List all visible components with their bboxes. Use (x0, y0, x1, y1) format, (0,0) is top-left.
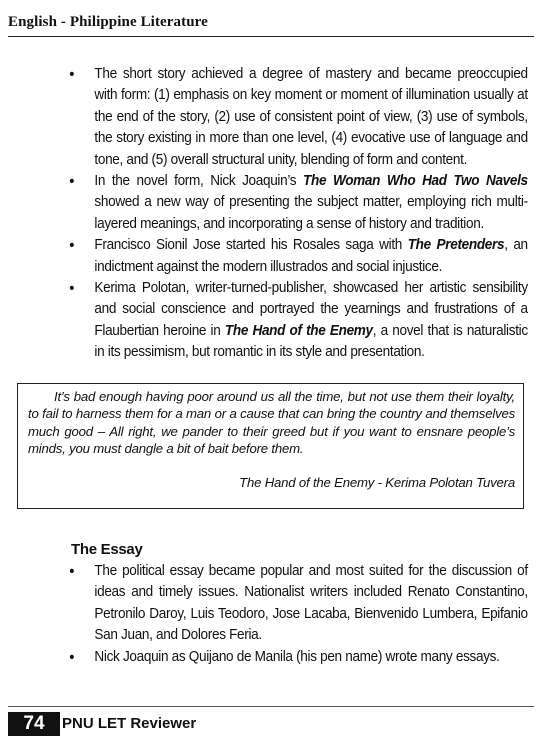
bullet-text: The political essay became popular and most suited for the discussion of ideas and timely issues. Nationalist writers included Renato Constantino, Petronilo Daroy, Luis Teodoro, Jose Lacaba, Bienvenido Lumbera, Epifanio San Juan, and Dolores Feria. (94, 563, 528, 644)
bullet-novel-joaquin (60, 171, 528, 235)
bullet-text: Nick Joaquin as Quijano de Manila (his pen name) wrote many essays. (94, 648, 500, 665)
bullet-text: showed a new way of presenting the subject matter, employing rich multi-layered meanings, and incorporating a sense of history and tradition. (94, 194, 528, 232)
literature-bullet-list (60, 64, 526, 364)
work-title: The Woman Who Had Two Navels (303, 173, 528, 190)
footer-rule (8, 706, 534, 707)
quote-source: The Hand of the Enemy - Kerima Polotan Tuvera (239, 475, 515, 490)
footer-title: PNU LET Reviewer (62, 715, 197, 732)
essay-bullet-list (60, 561, 526, 668)
bullet-text: In the novel form, Nick Joaquin’s (94, 173, 304, 190)
work-title: The Hand of the Enemy (224, 322, 373, 339)
bullet-novel-polotan (60, 278, 528, 364)
bullet-novel-jose (60, 235, 528, 278)
bullet-short-story (60, 64, 528, 171)
page-number: 74 (8, 712, 60, 736)
bullet-text: Kerima Polotan, writer-turned-publisher, showcased her artistic sensibility and social conscience and portrayed the yearnings and frustrations of a Flaubertian heroine in (94, 280, 528, 339)
bullet-political-essay (60, 561, 528, 647)
bullet-text: The short story achieved a degree of mastery and became preoccupied with form: (1) emphasis on key moment or moment of illumination usually at the end of the story, (2) use of consistent point of view, (3) use of symbols, the story existing in more than one level, (4) evocative use of language and tone, and (5) overall structural unity, blending of form and content. (94, 66, 528, 168)
bullet-joaquin-essays (60, 647, 528, 668)
bullet-text: , a novel that is naturalistic in its pessimism, but romantic in its style and presentation. (94, 322, 528, 361)
bullet-text: Francisco Sionil Jose started his Rosales saga with (94, 237, 408, 254)
quote-box (17, 383, 524, 509)
work-title: The Pretenders (407, 237, 505, 254)
header-rule (8, 36, 534, 37)
bullet-text: , an indictment against the modern illustrados and social injustice. (94, 237, 528, 275)
section-title: The Essay (71, 541, 143, 558)
running-header: English - Philippine Literature (8, 14, 208, 30)
quote-text: It’s bad enough having poor around us all the time, but not use them their loyalty, to fail to harness them for a man or a cause that can bring the country and themselves much good – All right, we pander to their greed but if you want to ensnare people’s minds, you must dangle a bit of bait before them. (28, 389, 515, 457)
